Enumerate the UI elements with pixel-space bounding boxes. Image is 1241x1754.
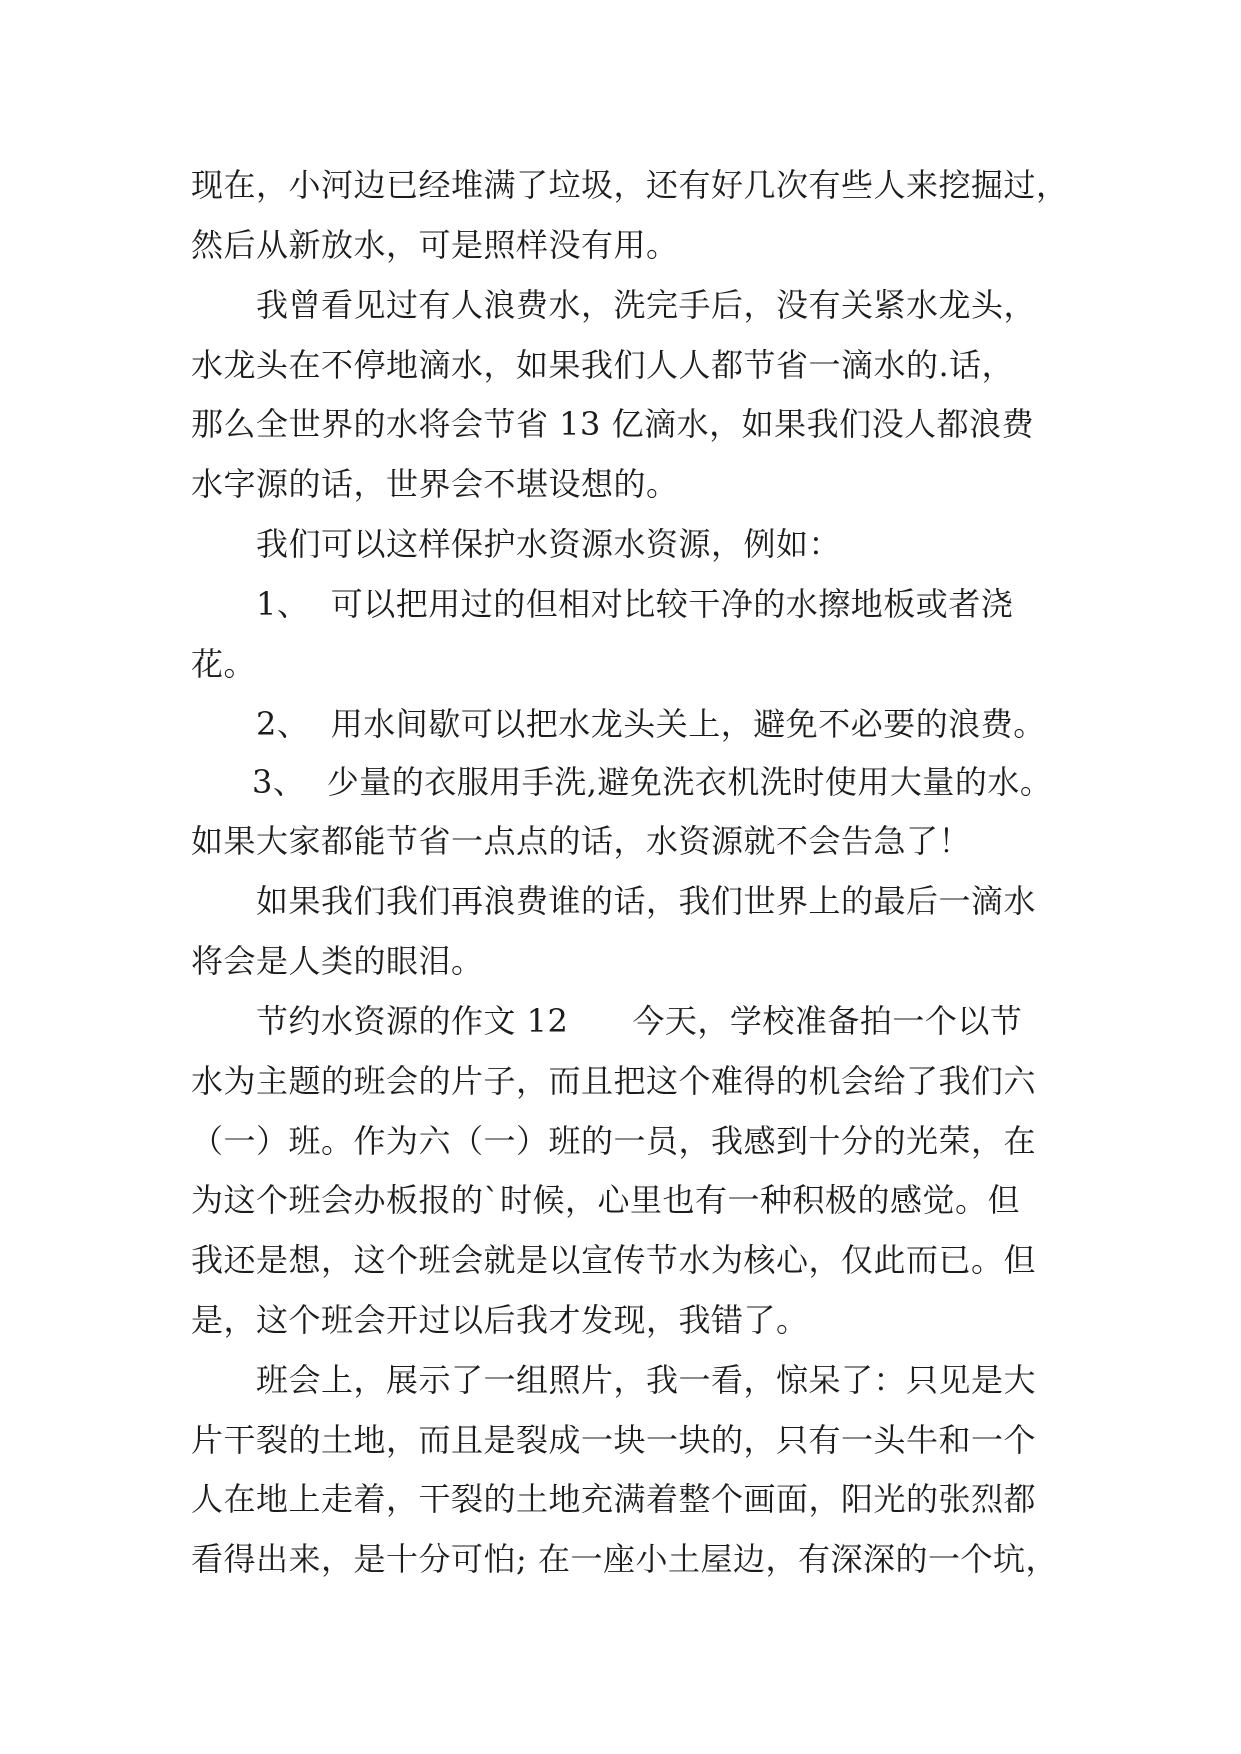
text-line: 3、 少量的衣服用手洗,避免洗衣机洗时使用大量的水。 [252, 763, 1053, 801]
text-line: 我曾看见过有人浪费水，洗完手后，没有关紧水龙头， [256, 286, 1037, 324]
text-line: 片干裂的土地，而且是裂成一块一块的，只有一头牛和一个 [191, 1421, 1037, 1459]
text-line: 为这个班会办板报的`时候，心里也有一种积极的感觉。但 [191, 1181, 1021, 1219]
text-line: 1、 可以把用过的但相对比较干净的水擦地板或者浇 [256, 585, 1014, 623]
text-line: 是，这个班会开过以后我才发现，我错了。 [191, 1301, 809, 1339]
text-line: 人在地上走着，干裂的土地充满着整个画面，阳光的张烈都 [191, 1480, 1037, 1518]
text-line: 现在，小河边已经堆满了垃圾，还有好几次有些人来挖掘过， [191, 166, 1069, 204]
text-line: 那么全世界的水将会节省 13 亿滴水，如果我们没人都浪费 [191, 405, 1035, 443]
text-line: 如果大家都能节省一点点的话，水资源就不会告急了！ [191, 822, 972, 860]
text-line: 将会是人类的眼泪。 [191, 942, 484, 980]
text-line: 水龙头在不停地滴水，如果我们人人都节省一滴水的.话， [191, 346, 1015, 384]
text-line: 节约水资源的作文 12 今天，学校准备拍一个以节 [256, 1002, 1023, 1040]
text-line: 我还是想，这个班会就是以宣传节水为核心，仅此而已。但 [191, 1241, 1037, 1279]
text-line: 水字源的话，世界会不堪设想的。 [191, 465, 679, 503]
text-line: 看得出来，是十分可怕; 在一座小土屋边，有深深的一个坑， [191, 1540, 1058, 1578]
text-line: 如果我们我们再浪费谁的话，我们世界上的最后一滴水 [256, 882, 1037, 920]
text-line: 花。 [191, 645, 257, 683]
text-line: 水为主题的班会的片子，而且把这个难得的机会给了我们六 [191, 1062, 1037, 1100]
text-line: （一）班。作为六（一）班的一员，我感到十分的光荣，在 [191, 1122, 1037, 1160]
text-line: 班会上，展示了一组照片，我一看，惊呆了：只见是大 [256, 1361, 1037, 1399]
text-line: 我们可以这样保护水资源水资源，例如： [256, 525, 842, 563]
text-line: 2、 用水间歇可以把水龙头关上，避免不必要的浪费。 [256, 705, 1046, 743]
text-line: 然后从新放水，可是照样没有用。 [191, 226, 679, 264]
